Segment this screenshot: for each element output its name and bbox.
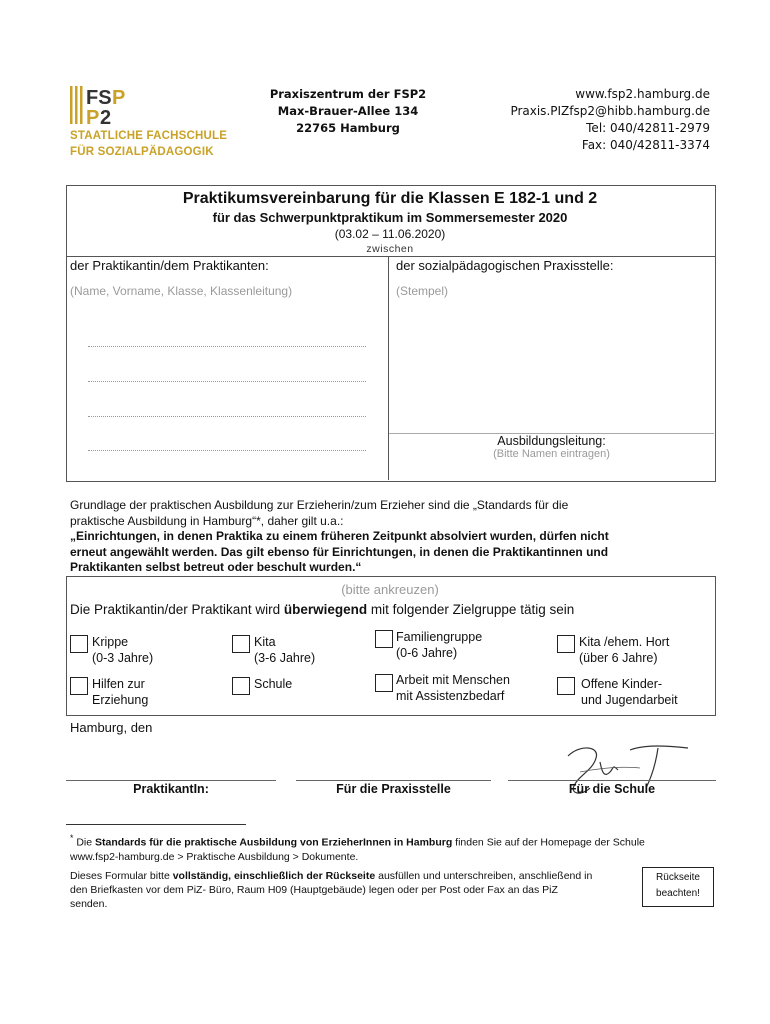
place-date-label: Hamburg, den bbox=[70, 720, 153, 735]
instructions-bold: vollständig, einschließlich der Rückseite bbox=[172, 870, 376, 882]
sentence-part: Die Praktikantin/der Praktikant wird bbox=[70, 602, 284, 617]
contact-block bbox=[460, 86, 710, 154]
svg-text:2: 2 bbox=[100, 107, 112, 126]
option-krippe bbox=[92, 634, 153, 666]
intern-entry-line[interactable] bbox=[88, 346, 366, 347]
option-hilfen-zur-erziehung bbox=[92, 676, 148, 708]
option-line: Offene Kinder- bbox=[581, 677, 663, 691]
paragraph-bold-line: „Einrichtungen, in denen Praktika zu einem früheren Zeitpunkt absolviert wurden, dürfen nicht bbox=[70, 529, 609, 543]
address-line: Praxiszentrum der FSP2 bbox=[269, 87, 427, 101]
ausbildungsleitung-label: Ausbildungsleitung: bbox=[497, 434, 606, 448]
intern-signature-label: PraktikantIn: bbox=[133, 782, 209, 796]
tick-hint: (bitte ankreuzen) bbox=[341, 582, 439, 597]
svg-text:P: P bbox=[86, 107, 100, 126]
between-label: zwischen bbox=[366, 243, 414, 255]
institution-signature-label: Für die Praxisstelle bbox=[336, 782, 451, 796]
paragraph-bold-line: Praktikanten selbst betreut oder beschult wurden.“ bbox=[70, 560, 362, 574]
intern-signature-line[interactable] bbox=[66, 780, 276, 781]
option-assistenzbedarf bbox=[396, 672, 510, 704]
option-line: Kita bbox=[254, 635, 276, 649]
option-line: Erziehung bbox=[92, 693, 149, 707]
intern-field-hint: (Name, Vorname, Klasse, Klassenleitung) bbox=[70, 284, 293, 298]
option-kita bbox=[254, 634, 315, 666]
sentence-part: mit folgender Zielgruppe tätig sein bbox=[367, 602, 575, 617]
svg-text:FS: FS bbox=[86, 87, 112, 109]
option-line: (0-3 Jahre) bbox=[92, 651, 154, 665]
institution-label: der sozialpädagogischen Praxisstelle: bbox=[396, 258, 614, 273]
checkbox-familiengruppe[interactable] bbox=[375, 630, 393, 648]
checkbox-offene-arbeit[interactable] bbox=[557, 677, 575, 695]
period-dates: (03.02 – 11.06.2020) bbox=[334, 227, 446, 241]
paragraph-line: praktische Ausbildung in Hamburg“*, daher gilt u.a.: bbox=[70, 513, 344, 528]
option-familiengruppe bbox=[396, 629, 482, 661]
school-name-line2: FÜR SOZIALPÄDAGOGIK bbox=[70, 146, 214, 158]
option-offene-arbeit bbox=[581, 676, 678, 708]
option-line: und Jugendarbeit bbox=[581, 693, 678, 707]
option-line: mit Assistenzbedarf bbox=[396, 689, 505, 703]
address-line: 22765 Hamburg bbox=[296, 121, 400, 135]
footnote-bold: Standards für die praktische Ausbildung von ErzieherInnen in Hamburg bbox=[95, 836, 453, 849]
instructions-line: senden. bbox=[70, 898, 108, 910]
instructions-part: ausfüllen und unterschreiben, anschließend in bbox=[375, 870, 593, 882]
intern-entry-line[interactable] bbox=[88, 450, 366, 451]
instructions-line bbox=[70, 869, 630, 883]
checkbox-schule[interactable] bbox=[232, 677, 250, 695]
intern-label: der Praktikantin/dem Praktikanten: bbox=[70, 258, 269, 273]
instructions-line: den Briefkasten vor dem PiZ- Büro, Raum H09 (Hauptgebäude) legen oder per Post oder Fax an das PiZ bbox=[70, 884, 558, 896]
option-line: (über 6 Jahre) bbox=[579, 651, 658, 665]
institution-signature-line[interactable] bbox=[296, 780, 491, 781]
instructions bbox=[70, 869, 630, 911]
praxiszentrum-address bbox=[248, 86, 448, 137]
footnote-line: www.fsp2-hamburg.de > Praktische Ausbildung > Dokumente. bbox=[70, 850, 359, 863]
checkbox-hilfen-zur-erziehung[interactable] bbox=[70, 677, 88, 695]
option-line: (3-6 Jahre) bbox=[254, 651, 316, 665]
option-line: Arbeit mit Menschen bbox=[396, 673, 510, 687]
checkbox-krippe[interactable] bbox=[70, 635, 88, 653]
footnote-part: Die bbox=[73, 836, 95, 849]
fax-number: Fax: 040/42811-3374 bbox=[581, 138, 710, 152]
instructions-part: Dieses Formular bitte bbox=[70, 870, 173, 882]
stamp-hint: (Stempel) bbox=[396, 284, 449, 298]
note-line: beachten! bbox=[656, 888, 700, 899]
footnote-separator bbox=[66, 824, 246, 825]
footnote-line bbox=[70, 831, 710, 850]
option-line: Hilfen zur bbox=[92, 677, 145, 691]
intern-entry-line[interactable] bbox=[88, 416, 366, 417]
website-link[interactable]: www.fsp2.hamburg.de bbox=[575, 87, 710, 101]
option-kita-hort bbox=[579, 634, 669, 666]
sentence-emphasis: überwiegend bbox=[283, 602, 368, 617]
grundlage-paragraph bbox=[70, 498, 710, 576]
paragraph-line: Grundlage der praktischen Ausbildung zur Erzieherin/zum Erzieher sind die „Standards für die bbox=[70, 498, 569, 512]
intern-entry-line[interactable] bbox=[88, 381, 366, 382]
checkbox-kita[interactable] bbox=[232, 635, 250, 653]
svg-text:P: P bbox=[112, 87, 126, 109]
document-subtitle: für das Schwerpunktpraktikum im Sommersemester 2020 bbox=[212, 210, 568, 225]
paragraph-bold-line: erneut angewählt werden. Das gilt ebenso für Einrichtungen, in denen die Praktikantinnen und bbox=[70, 544, 609, 559]
zielgruppe-sentence bbox=[70, 602, 574, 617]
school-name-line1: STAATLICHE FACHSCHULE bbox=[70, 130, 228, 142]
school-signature-label: Für die Schule bbox=[568, 782, 656, 796]
phone-number: Tel: 040/42811-2979 bbox=[586, 121, 710, 135]
fsp2-logo bbox=[70, 86, 210, 126]
ausbildungsleitung-hint[interactable]: (Bitte Namen eintragen) bbox=[493, 448, 610, 460]
footnote-star: * bbox=[70, 833, 74, 843]
option-line: Familiengruppe bbox=[396, 630, 483, 644]
stamp-area[interactable] bbox=[396, 290, 706, 430]
option-line: (0-6 Jahre) bbox=[396, 646, 458, 660]
school-signature-line[interactable] bbox=[508, 780, 716, 781]
address-line: Max-Brauer-Allee 134 bbox=[277, 104, 419, 118]
checkbox-assistenzbedarf[interactable] bbox=[375, 674, 393, 692]
option-line: Schule bbox=[254, 677, 293, 691]
email-link[interactable]: Praxis.PIZfsp2@hibb.hamburg.de bbox=[510, 104, 710, 118]
option-schule bbox=[254, 676, 292, 692]
note-line: Rückseite bbox=[656, 872, 700, 883]
option-line: Kita /ehem. Hort bbox=[579, 635, 670, 649]
checkbox-kita-hort[interactable] bbox=[557, 635, 575, 653]
option-line: Krippe bbox=[92, 635, 129, 649]
reverse-side-note bbox=[642, 867, 714, 907]
footnote-part: finden Sie auf der Homepage der Schule bbox=[452, 836, 645, 849]
footnote bbox=[70, 831, 710, 864]
document-title: Praktikumsvereinbarung für die Klassen E 182-1 und 2 bbox=[182, 190, 598, 207]
